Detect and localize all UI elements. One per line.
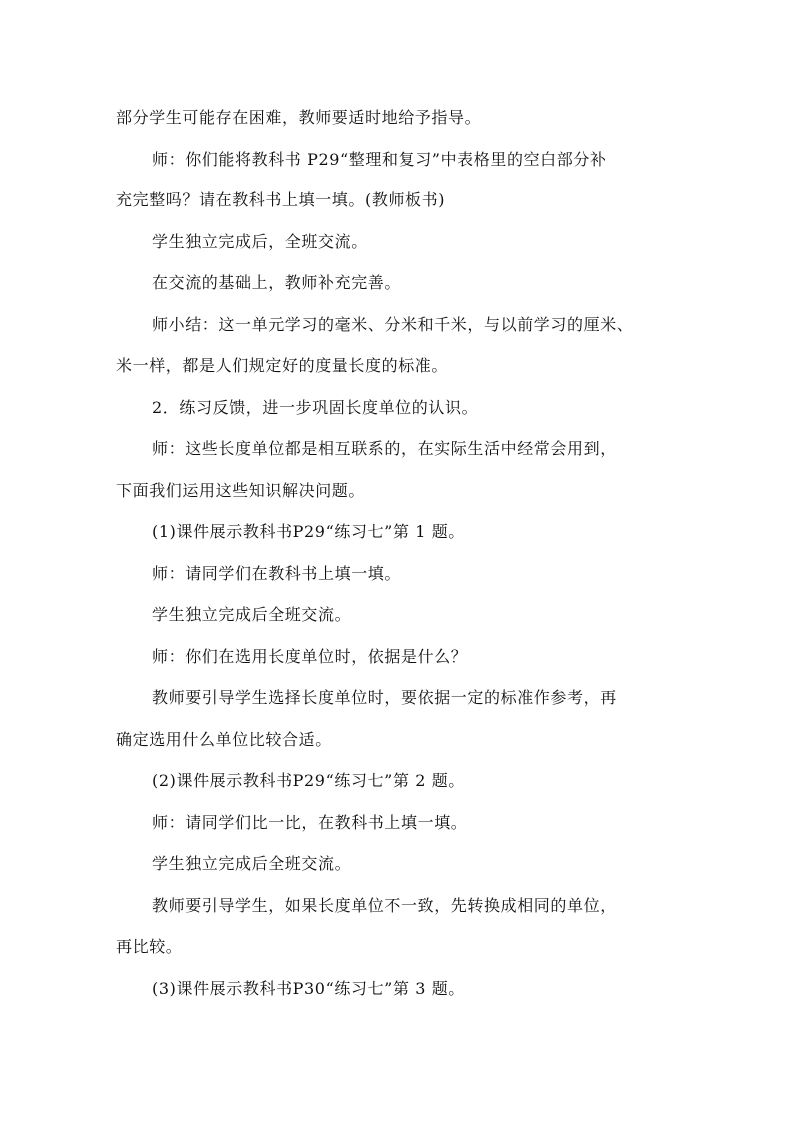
text-line: 在交流的基础上，教师补充完善。 bbox=[152, 273, 402, 292]
text-line: 充完整吗？请在教科书上填一填。(教师板书) bbox=[116, 190, 446, 209]
text-line: 师：你们能将教科书 P29“整理和复习”中表格里的空白部分补 bbox=[152, 150, 607, 169]
text-line: 教师要引导学生选择长度单位时，要依据一定的标准作参考，再 bbox=[152, 688, 617, 707]
text-line: 学生独立完成后全班交流。 bbox=[152, 854, 352, 873]
text-line: (1)课件展示教科书P29“练习七”第 1 题。 bbox=[152, 522, 465, 541]
text-line: 再比较。 bbox=[116, 937, 183, 956]
text-line: 师：请同学们比一比，在教科书上填一填。 bbox=[152, 813, 468, 832]
text-line: 教师要引导学生，如果长度单位不一致，先转换成相同的单位， bbox=[152, 896, 617, 915]
text-line: 学生独立完成后，全班交流。 bbox=[152, 232, 368, 251]
text-line: 师：你们在选用长度单位时，依据是什么？ bbox=[152, 647, 468, 666]
text-line: 师：请同学们在教科书上填一填。 bbox=[152, 564, 402, 583]
text-line: 部分学生可能存在困难，教师要适时地给予指导。 bbox=[116, 108, 482, 127]
text-line: (3)课件展示教科书P30“练习七”第 3 题。 bbox=[152, 979, 465, 998]
text-line: 2．练习反馈，进一步巩固长度单位的认识。 bbox=[152, 398, 479, 417]
text-line: 米一样，都是人们规定好的度量长度的标准。 bbox=[116, 356, 449, 375]
text-line: 师：这些长度单位都是相互联系的，在实际生活中经常会用到， bbox=[152, 439, 617, 458]
text-line: 下面我们运用这些知识解决问题。 bbox=[116, 481, 366, 500]
text-line: (2)课件展示教科书P29“练习七”第 2 题。 bbox=[152, 771, 465, 790]
text-line: 确定选用什么单位比较合适。 bbox=[116, 730, 332, 749]
text-line: 师小结：这一单元学习的毫米、分米和千米，与以前学习的厘米、 bbox=[152, 315, 634, 334]
text-line: 学生独立完成后全班交流。 bbox=[152, 605, 352, 624]
